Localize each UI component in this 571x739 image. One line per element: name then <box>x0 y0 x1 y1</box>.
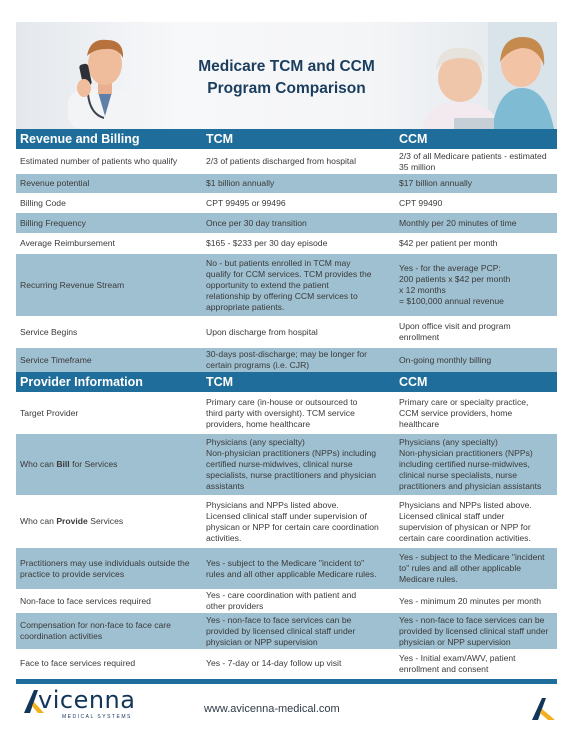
cell-line: healthcare <box>399 418 440 429</box>
cell-line: 35 million <box>399 161 436 172</box>
cell-line: third party with oversight). TCM service <box>206 407 355 418</box>
cell-line: $42 per patient per month <box>399 238 498 248</box>
tcm-cell <box>204 258 398 313</box>
section-title: Revenue and Billing <box>20 131 140 146</box>
tcm-cell <box>204 397 398 430</box>
row-label: Face to face services required <box>20 658 136 668</box>
table-row <box>16 495 557 548</box>
tcm-cell <box>204 178 398 189</box>
column-header-tcm: TCM <box>206 131 234 146</box>
ccm-cell <box>398 596 557 607</box>
cell-line: Once per 30 day transition <box>206 217 307 228</box>
cell-line: physician or NPP supervision <box>399 636 511 647</box>
cell-line: Yes - minimum 20 minutes per month <box>399 595 542 606</box>
tcm-cell <box>204 590 398 612</box>
row-label: Target Provider <box>20 407 79 418</box>
row-label: Estimated number of patients who qualify <box>20 156 178 166</box>
row-label <box>16 459 204 470</box>
cell-line: Physicians and NPPs listed above. <box>399 499 532 510</box>
cell-line: $17 billion annually <box>399 178 473 188</box>
table-row <box>16 213 557 233</box>
cell-line: CPT 99495 or 99496 <box>206 197 286 208</box>
tcm-cell <box>204 327 398 338</box>
row-label: Compensation for non-face to face care coordination activities <box>20 620 171 641</box>
cell-line: providers, home healthcare <box>206 418 311 429</box>
website-link[interactable]: www.avicenna-medical.com <box>204 703 340 715</box>
label-text: Services <box>87 516 124 526</box>
tcm-cell <box>204 218 398 229</box>
ccm-cell <box>398 355 557 366</box>
row-label: Practitioners may use individuals outside the practice to provide services <box>20 557 190 579</box>
tcm-cell <box>204 349 398 371</box>
label-emphasis: Provide <box>56 516 88 526</box>
ccm-cell <box>398 615 557 648</box>
column-header-ccm: CCM <box>399 131 428 146</box>
cell-line: rules and all other applicable Medicare rules. <box>206 568 377 579</box>
table-row <box>16 589 557 613</box>
section-header-revenue <box>16 129 557 149</box>
cell-line: CPT 99490 <box>399 197 443 208</box>
ccm-cell <box>398 198 557 209</box>
cell-line: Primary care or specialty practice, <box>399 396 529 407</box>
column-header-ccm: CCM <box>399 374 428 389</box>
cell-line: Yes - non-face to face services can be <box>399 614 545 625</box>
cell-line: Physicians (any specialty) <box>399 437 498 447</box>
row-label: Billing Frequency <box>20 217 86 228</box>
cell-line: Primary care (in-house or outsourced to <box>206 396 358 407</box>
cell-line: assistants <box>206 481 245 491</box>
cell-line: enrollment and consent <box>399 663 489 674</box>
table-row <box>16 316 557 348</box>
cell-line: provided by licensed clinical staff under <box>206 625 356 636</box>
tcm-cell <box>204 156 398 167</box>
cell-line: 30-days post-discharge; may be longer for <box>206 349 367 359</box>
cell-line: = $100,000 annual revenue <box>399 296 504 306</box>
cell-line: On-going monthly billing <box>399 354 492 365</box>
cell-line: 2/3 of patients discharged from hospital <box>206 156 357 166</box>
table-row <box>16 193 557 213</box>
cell-line: No - but patients enrolled in TCM may <box>206 257 351 268</box>
cell-line: activities. <box>206 532 242 543</box>
tcm-cell <box>204 558 398 580</box>
tcm-cell <box>204 615 398 648</box>
hero-banner <box>16 22 557 129</box>
column-header-tcm: TCM <box>206 374 234 389</box>
avicenna-mark-icon <box>531 697 557 721</box>
avicenna-logo <box>22 686 136 732</box>
cell-line: Physicians and NPPs listed above. <box>206 499 339 510</box>
nurse-and-patient-photo <box>404 22 557 129</box>
cell-line: certified nurse-midwives, clinical nurse <box>206 459 353 469</box>
row-label: Non-face to face services required <box>20 595 151 606</box>
table-row <box>16 254 557 316</box>
logo-tagline: MEDICAL SYSTEMS <box>62 714 132 720</box>
cell-line: $1 billion annually <box>206 178 275 188</box>
cell-line: qualify for CCM services. TCM provides the <box>206 268 372 279</box>
table-row <box>16 149 557 174</box>
comparison-table <box>16 129 557 678</box>
tcm-cell <box>204 658 398 669</box>
ccm-cell <box>398 218 557 229</box>
ccm-cell <box>398 397 557 430</box>
cell-line: relationship by offering CCM services to <box>206 290 358 301</box>
section-title: Provider Information <box>20 374 143 389</box>
row-label: Service Timeframe <box>20 354 92 365</box>
cell-line: Medicare rules. <box>399 574 458 584</box>
table-row <box>16 548 557 589</box>
cell-line: certain care coordination activities. <box>399 532 531 543</box>
cell-line: Yes - Initial exam/AWV, patient <box>399 652 516 663</box>
tcm-cell <box>204 198 398 209</box>
tcm-cell <box>204 238 398 249</box>
cell-line: Physicians (any specialty) <box>206 437 305 447</box>
row-label: Average Reimbursement <box>20 238 115 248</box>
cell-line: enrollment <box>399 332 440 342</box>
logo-wordmark: vicenna <box>38 686 136 714</box>
ccm-cell <box>398 321 557 343</box>
label-text: Who can <box>20 516 57 526</box>
row-label: Billing Code <box>20 197 66 208</box>
cell-line: other providers <box>206 601 264 611</box>
row-label <box>16 516 204 527</box>
ccm-cell <box>398 263 557 307</box>
table-row <box>16 348 557 372</box>
table-row <box>16 434 557 495</box>
cell-line: specialists, nurse practitioners and physician <box>206 470 377 480</box>
cell-line: Upon discharge from hospital <box>206 326 318 337</box>
row-label: Revenue potential <box>20 178 90 188</box>
cell-line: Licensed clinical staff under <box>399 510 505 521</box>
cell-line: 200 patients x $42 per month <box>399 274 511 284</box>
table-row <box>16 392 557 434</box>
cell-line: opportunity to extend the patient <box>206 279 329 290</box>
footer-divider <box>16 679 557 684</box>
ccm-cell <box>398 238 557 249</box>
table-row <box>16 649 557 678</box>
cell-line: 2/3 of all Medicare patients - estimated <box>399 150 547 161</box>
cell-line: Yes - 7-day or 14-day follow up visit <box>206 658 342 668</box>
cell-line: supervision of physican or NPP for <box>399 521 531 532</box>
cell-line: clinical nurse specialists, nurse <box>399 470 517 480</box>
cell-line: appropriate patients. <box>206 301 285 312</box>
row-label: Service Begins <box>20 326 78 337</box>
cell-line: Yes - for the average PCP: <box>399 263 501 273</box>
ccm-cell <box>398 653 557 675</box>
cell-line: practitioners and physician assistants <box>399 481 542 491</box>
cell-line: $165 - $233 per 30 day episode <box>206 238 328 248</box>
cell-line: certain programs (i.e. CJR) <box>206 360 310 370</box>
label-text: for Services <box>69 459 118 469</box>
tcm-cell <box>204 437 398 492</box>
label-text: Who can <box>20 459 57 469</box>
cell-line: Yes - subject to the Medicare "incident <box>399 552 545 562</box>
title-line-1: Medicare TCM and CCM <box>198 58 375 75</box>
cell-line: Yes - non-face to face services can be <box>206 614 352 625</box>
cell-line: Yes - care coordination with patient and <box>206 590 357 600</box>
cell-line: including certified nurse-midwives, <box>399 459 530 469</box>
cell-line: Licensed clinical staff under supervision of <box>206 510 367 521</box>
cell-line: Non-physician practitioners (NPPs) <box>399 448 533 458</box>
cell-line: Yes - subject to the Medicare "incident to" <box>206 557 365 568</box>
cell-line: Monthly per 20 minutes of time <box>399 217 517 228</box>
table-row <box>16 233 557 254</box>
cell-line: physician or NPP supervision <box>206 636 318 647</box>
cell-line: CCM service providers, home <box>399 407 513 418</box>
ccm-cell <box>398 552 557 585</box>
ccm-cell <box>398 151 557 173</box>
ccm-cell <box>398 500 557 544</box>
cell-line: Non-physician practitioners (NPPs) including <box>206 448 377 458</box>
row-label: Recurring Revenue Stream <box>20 279 125 290</box>
tcm-cell <box>204 500 398 544</box>
ccm-cell <box>398 437 557 492</box>
cell-line: provided by licensed clinical staff under <box>399 625 549 636</box>
table-row <box>16 613 557 649</box>
label-emphasis: Bill <box>56 459 70 469</box>
cell-line: Upon office visit and program <box>399 321 511 331</box>
cell-line: physican or NPP for certain care coordination <box>206 521 379 532</box>
cell-line: to" rules and all other applicable <box>399 563 522 573</box>
cell-line: x 12 months <box>399 285 446 295</box>
ccm-cell <box>398 178 557 189</box>
table-row <box>16 174 557 193</box>
section-header-provider <box>16 372 557 392</box>
title-line-2: Program Comparison <box>207 80 366 97</box>
